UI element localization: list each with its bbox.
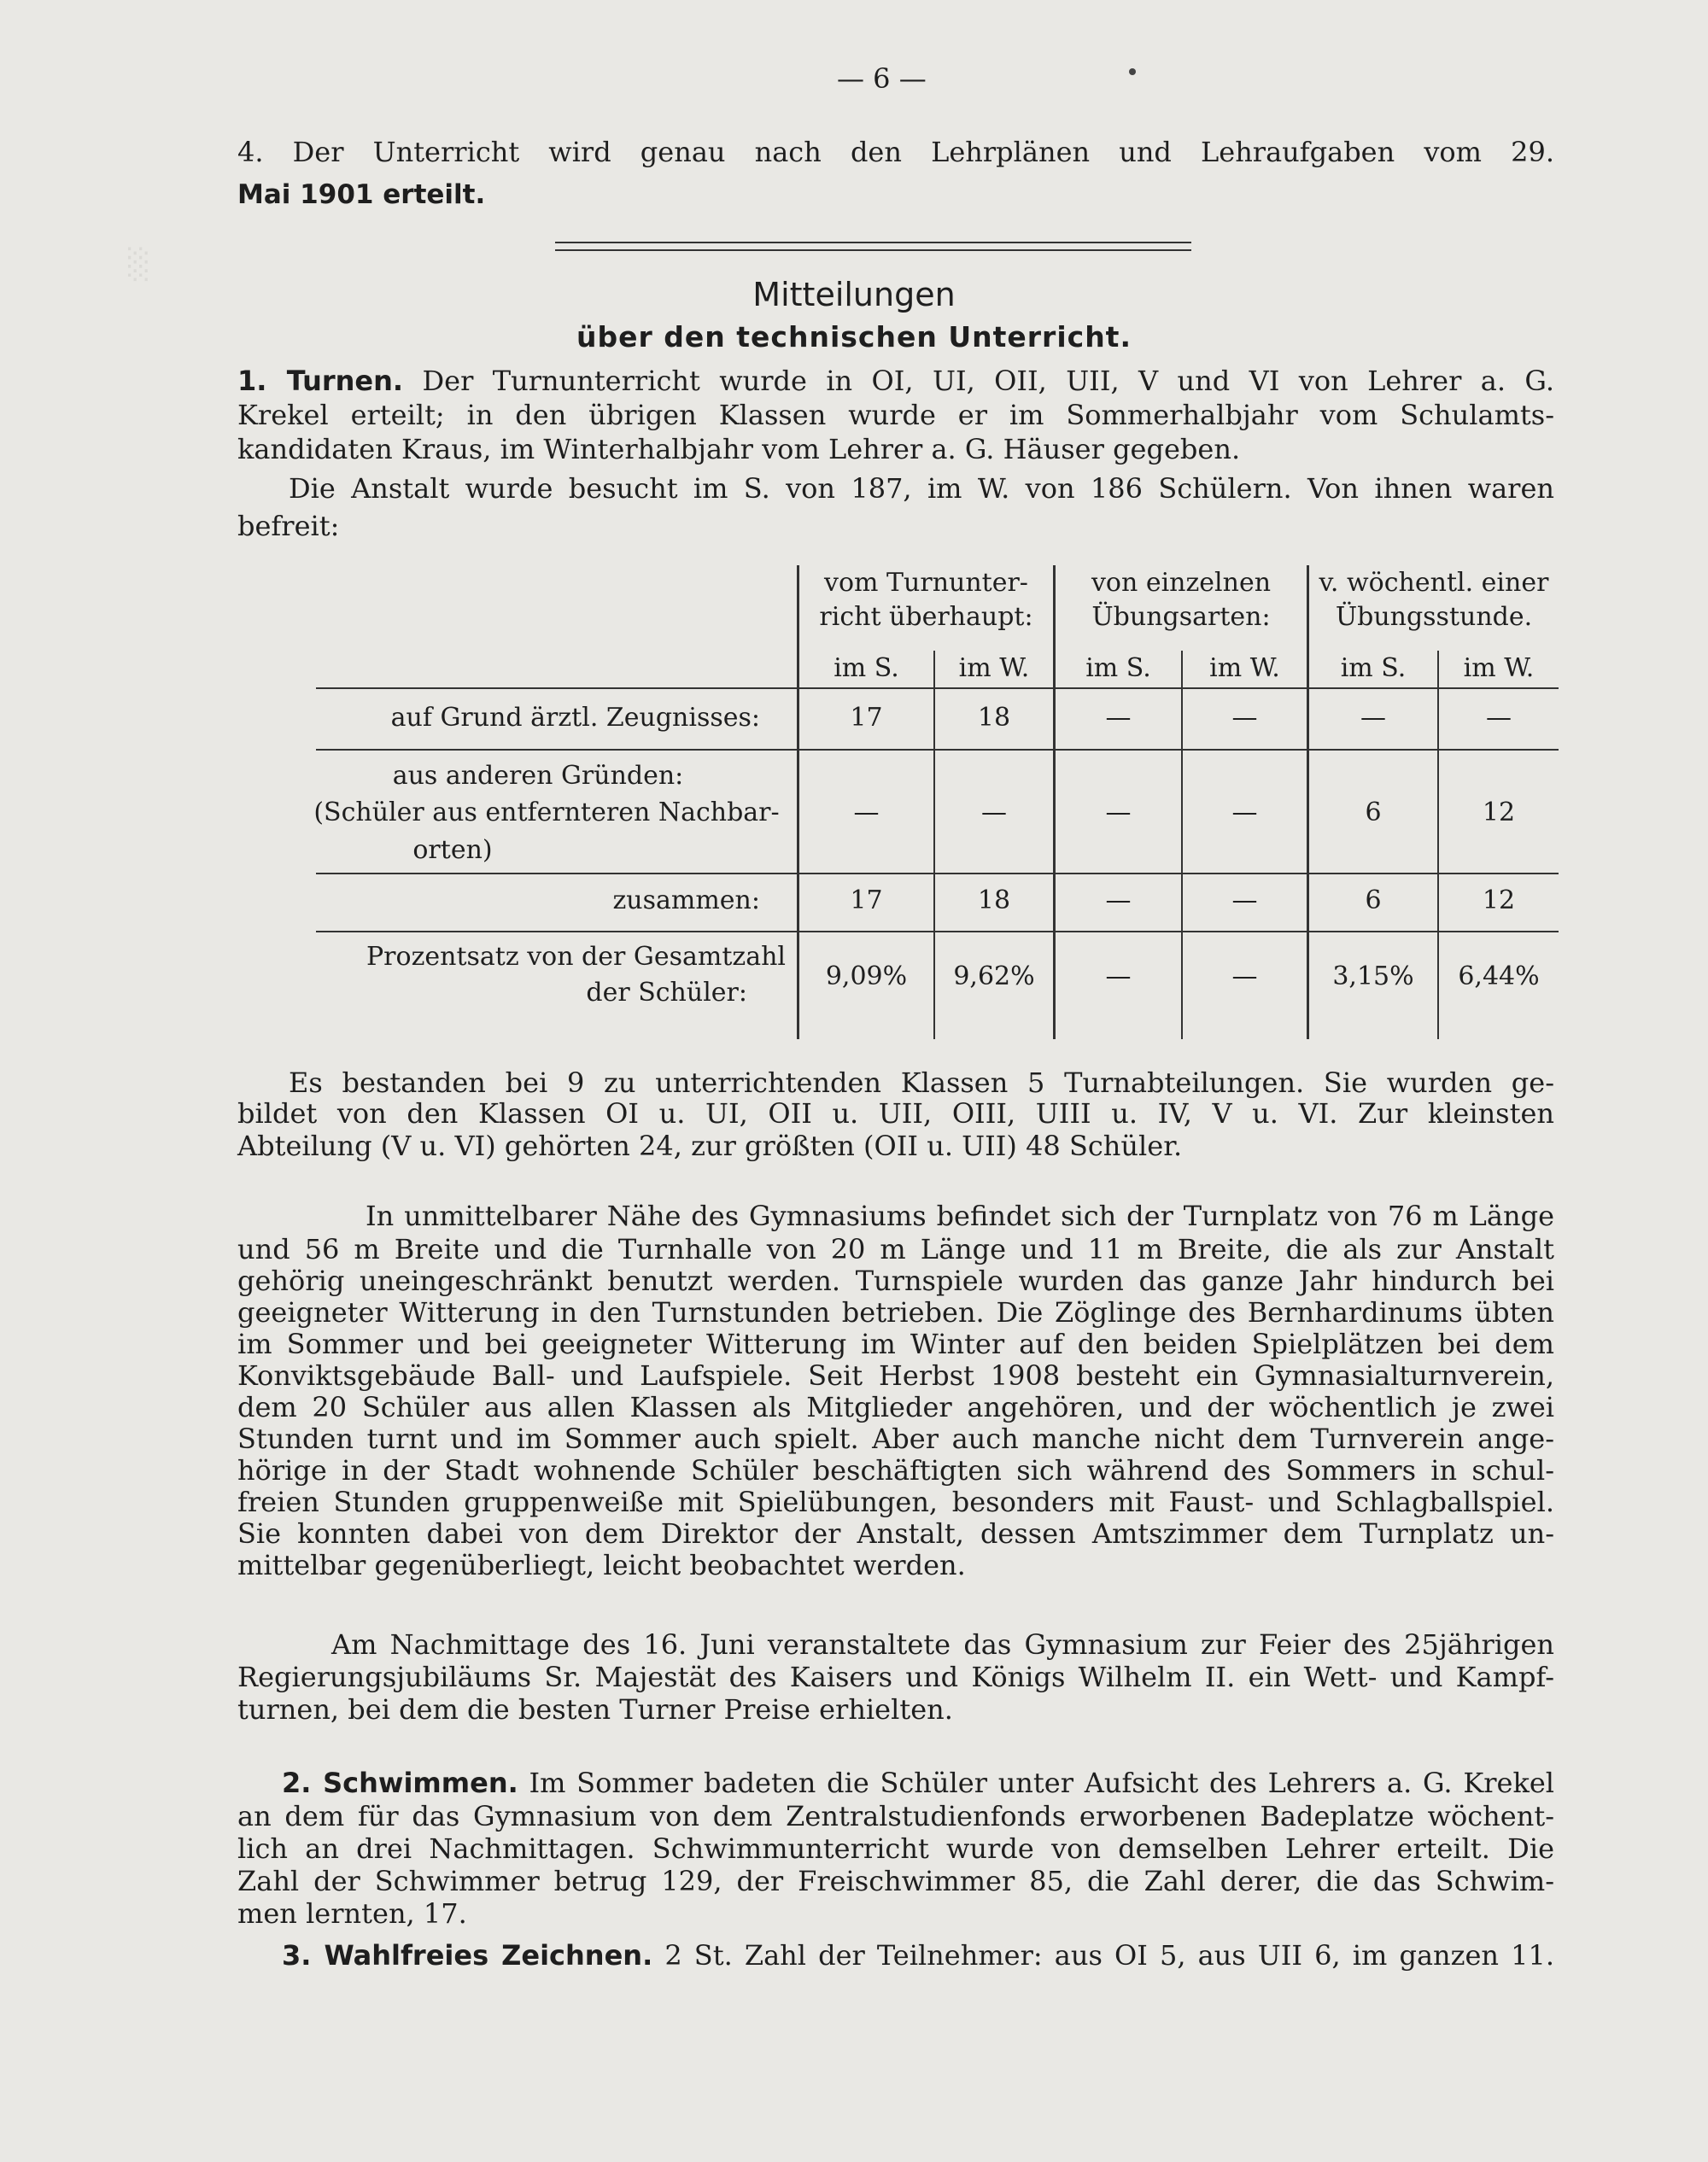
schwimmen-line-2: an dem für das Gymnasium von dem Zentralstudienfonds erworbenen Badeplatze wöchent-	[237, 1800, 1554, 1832]
page-number: — 6 —	[837, 62, 927, 95]
table-hrule-row3	[316, 931, 1559, 932]
row-3-value-6: 12	[1482, 885, 1516, 915]
row-3-value-5: 6	[1365, 885, 1382, 915]
turnplatz-line-4: geeigneter Witterung in den Turnstunden betrieben. Die Zöglinge des Bernhardinums übten	[237, 1296, 1554, 1329]
group-header-3-line-2: Übungsstunde.	[1335, 602, 1533, 632]
row-2-label-1: aus anderen Gründen:	[392, 761, 684, 791]
group-header-2-line-2: Übungsarten:	[1091, 602, 1271, 632]
schwimmen-line-5: men lernten, 17.	[237, 1897, 467, 1930]
row-4-value-6: 6,44%	[1458, 961, 1540, 991]
row-3-value-1: 17	[850, 885, 883, 915]
ink-speck	[1129, 68, 1136, 75]
group-header-3-line-1: v. wöchentl. einer	[1319, 568, 1549, 598]
group-header-2-line-1: von einzelnen	[1091, 568, 1272, 598]
row-3-value-2: 18	[977, 885, 1011, 915]
schwimmen-line-1	[282, 1766, 1554, 1800]
row-1-value-6: —	[1486, 703, 1512, 733]
jubilaeum-line-1: Am Nachmittage des 16. Juni veranstaltete das Gymnasium zur Feier des 25jährigen	[331, 1628, 1554, 1661]
row-3-value-3: —	[1105, 885, 1132, 915]
turnplatz-line-8: Stunden turnt und im Sommer auch spielt. Aber auch manche nicht dem Turnverein ange-	[237, 1423, 1554, 1455]
turnplatz-line-5: im Sommer und bei geeigneter Witterung im Winter auf den beiden Spielplätzen bei dem	[237, 1328, 1554, 1360]
turnplatz-line-3: gehörig uneingeschränkt benutzt werden. Turnspiele wurden das ganze Jahr hindurch bei	[237, 1265, 1554, 1297]
sub-header-6: im W.	[1463, 653, 1535, 683]
turnen-line-3: kandidaten Kraus, im Winterhalbjahr vom Lehrer a. G. Häuser gegeben.	[237, 433, 1241, 465]
turnplatz-line-9: hörige in der Stadt wohnende Schüler beschäftigten sich während des Sommers in schul-	[237, 1454, 1554, 1487]
table-hrule-header	[316, 687, 1559, 689]
row-1-value-1: 17	[850, 703, 883, 733]
row-4-value-5: 3,15%	[1332, 961, 1414, 991]
schwimmen-line-3: lich an drei Nachmittagen. Schwimmunterricht wurde von demselben Lehrer erteilt. Die	[237, 1832, 1554, 1865]
row-4-label-2: der Schüler:	[586, 978, 747, 1008]
row-2-label-3: orten)	[412, 835, 493, 865]
turnplatz-line-6: Konviktsgebäude Ball- und Laufspiele. Seit Herbst 1908 besteht ein Gymnasialturnverein,	[237, 1359, 1554, 1392]
row-1-value-3: —	[1105, 703, 1132, 733]
schwimmen-label: 2. Schwimmen.	[282, 1767, 518, 1799]
schwimmen-text-1: Im Sommer badeten die Schüler unter Aufsicht des Lehrers a. G. Krekel	[529, 1767, 1555, 1799]
section-subtitle: über den technischen Unterricht.	[576, 320, 1132, 354]
zeichnen-text: 2 St. Zahl der Teilnehmer: aus OI 5, aus UII 6, im ganzen 11.	[664, 1939, 1555, 1972]
row-2-value-6: 12	[1482, 798, 1516, 827]
row-1-value-2: 18	[977, 703, 1011, 733]
heading-rule-top	[555, 242, 1191, 243]
row-4-value-1: 9,09%	[825, 961, 908, 991]
turnen-line-4: Die Anstalt wurde besucht im S. von 187, im W. von 186 Schülern. Von ihnen waren	[289, 472, 1554, 505]
turnplatz-line-1: In unmittelbarer Nähe des Gymnasiums befindet sich der Turnplatz von 76 m Länge	[366, 1200, 1554, 1232]
jubilaeum-line-2: Regierungsjubiläums Sr. Majestät des Kaisers und Königs Wilhelm II. ein Wett- und Kampf-	[237, 1661, 1554, 1693]
row-4-label-1: Prozentsatz von der Gesamtzahl	[366, 942, 786, 972]
table-hrule-row1	[316, 749, 1559, 751]
schwimmen-line-4: Zahl der Schwimmer betrug 129, der Freischwimmer 85, die Zahl derer, die das Schwim-	[237, 1865, 1554, 1897]
row-2-value-1: —	[853, 798, 880, 827]
turnplatz-line-11: Sie konnten dabei von dem Direktor der Anstalt, dessen Amtszimmer dem Turnplatz un-	[237, 1517, 1554, 1550]
bleed-through: ░	[128, 248, 151, 282]
sub-header-4: im W.	[1209, 653, 1280, 683]
heading-rule-bottom	[555, 249, 1191, 251]
sub-header-3: im S.	[1085, 653, 1151, 683]
abteilungen-line-2: bildet von den Klassen OI u. UI, OII u. UII, OIII, UIII u. IV, V u. VI. Zur kleinsten	[237, 1097, 1554, 1130]
abteilungen-line-3: Abteilung (V u. VI) gehörten 24, zur größten (OII u. UII) 48 Schüler.	[237, 1130, 1183, 1162]
row-1-value-5: —	[1360, 703, 1386, 733]
row-1-label: auf Grund ärztl. Zeugnisses:	[390, 703, 760, 733]
abteilungen-line-1: Es bestanden bei 9 zu unterrichtenden Klassen 5 Turnabteilungen. Sie wurden ge-	[289, 1066, 1554, 1099]
turnplatz-line-10: freien Stunden gruppenweiße mit Spielübungen, besonders mit Faust- und Schlagballspiel.	[237, 1486, 1554, 1518]
row-4-value-2: 9,62%	[953, 961, 1035, 991]
row-2-label-2: (Schüler aus entfernteren Nachbar-	[313, 798, 780, 827]
group-header-1-line-1: vom Turnunter-	[824, 568, 1028, 598]
row-3-label: zusammen:	[612, 885, 760, 915]
turnplatz-line-12: mittelbar gegenüberliegt, leicht beobachtet werden.	[237, 1549, 966, 1581]
row-2-value-3: —	[1105, 798, 1132, 827]
turnen-text-1: Der Turnunterricht wurde in OI, UI, OII, UII, V und VI von Lehrer a. G.	[422, 365, 1555, 397]
sub-header-5: im S.	[1340, 653, 1407, 683]
section-title: Mitteilungen	[752, 276, 956, 313]
row-2-value-2: —	[981, 798, 1007, 827]
row-3-value-4: —	[1231, 885, 1258, 915]
jubilaeum-line-3: turnen, bei dem die besten Turner Preise erhielten.	[237, 1693, 953, 1726]
intro-line-1: 4. Der Unterricht wird genau nach den Lehrplänen und Lehraufgaben vom 29.	[237, 136, 1554, 168]
turnen-line-2: Krekel erteilt; in den übrigen Klassen wurde er im Sommerhalbjahr vom Schulamts-	[237, 399, 1554, 431]
intro-line-2: Mai 1901 erteilt.	[237, 179, 486, 210]
turnen-line-1	[237, 364, 1554, 398]
turnen-line-5: befreit:	[237, 510, 340, 542]
group-header-1-line-2: richt überhaupt:	[819, 602, 1033, 632]
row-2-value-5: 6	[1365, 798, 1382, 827]
row-4-value-4: —	[1231, 961, 1258, 991]
sub-header-2: im W.	[958, 653, 1030, 683]
turnplatz-line-7: dem 20 Schüler aus allen Klassen als Mitglieder angehören, und der wöchentlich je zwei	[237, 1391, 1554, 1423]
zeichnen-label: 3. Wahlfreies Zeichnen.	[282, 1939, 653, 1972]
row-1-value-4: —	[1231, 703, 1258, 733]
row-4-value-3: —	[1105, 961, 1132, 991]
turnen-label: 1. Turnen.	[237, 365, 404, 397]
turnplatz-line-2: und 56 m Breite und die Turnhalle von 20 m Länge und 11 m Breite, die als zur Anstalt	[237, 1233, 1554, 1265]
table-hrule-row2	[316, 873, 1559, 874]
row-2-value-4: —	[1231, 798, 1258, 827]
zeichnen-line	[282, 1938, 1554, 1972]
sub-header-1: im S.	[834, 653, 899, 683]
